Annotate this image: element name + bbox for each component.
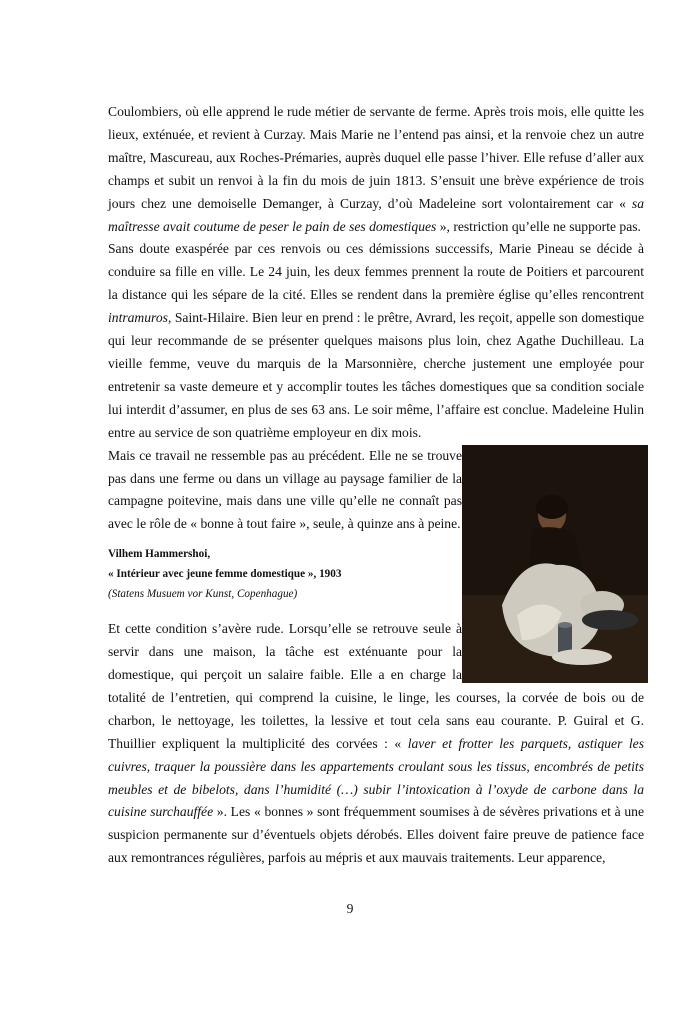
painting-image [462,445,648,683]
caption-title: « Intérieur avec jeune femme domestique », 1903 [108,568,342,581]
caption-artist: Vilhem Hammershoi, [108,548,211,561]
page-number: 9 [346,901,354,916]
paragraph-2: Sans doute exaspérée par ces renvois ou ces démissions successifs, Marie Pineau se décide à conduire sa fille en ville. Le 24 juin, les deux femmes prennent la route de Poitiers et parcourent la distance qui les sépare de la cité. Elles se rendent dans la première église qu’elles rencontrent intramuros, Saint-Hilaire. Bien leur en prend : le prêtre, Avrard, les reçoit, appelle son domestique qui leur recommande de se présenter quelques maisons plus loin, chez Agathe Duchilleau. La vieille femme, veuve du marquis de la Marsonnière, cherche justement une employée pour entretenir sa vaste demeure et y accomplir toutes les tâches domestiques que sa condition sociale lui interdit d’assumer, en plus de ses 63 ans. Le soir même, l’affaire est conclue. Madeleine Hulin entre au service de son quatrième employeur en dix mois. [108,241,644,440]
paragraph-3: Mais ce travail ne ressemble pas au précédent. Elle ne se trouve pas dans une ferme ou dans un village au paysage familier de la campagne poitevine, mais dans une ville qu’elle ne connaît pas avec le rôle de « bonne à tout faire », seule, à quinze ans à peine. [108,447,462,532]
paragraph-1: Coulombiers, où elle apprend le rude métier de servante de ferme. Après trois mois, elle quitte les lieux, exténuée, et revient à Curzay. Mais Marie ne l’entend pas ainsi, et la renvoie chez un autre maître, Mascureau, aux Roches-Prémaries, auprès duquel elle passe l’hiver. Elle refuse d’aller aux champs et subit un renvoi à la fin du mois de juin 1813. S’ensuit une brève expérience de trois jours chez une demoiselle Demanger, à Curzay, d’où Madeleine sort volontairement car « sa maîtresse avait coutume de peser le pain de ses domestiques », restriction qu’elle ne supporte pas. [108,104,644,234]
body-text [108,101,644,870]
caption-source: (Statens Musuem vor Kunst, Copenhague) [108,588,298,601]
paragraph-4: Et cette condition s’avère rude. Lorsqu’elle se retrouve seule à servir dans une maison, la tâche est exténuante pour la domestique, qui perçoit un salaire faible. Elle a en charge la totalité de l’entretien, qui comprend la cuisine, le linge, les courses, la corvée de bois ou de charbon, le nettoyage, les toilettes, la lessive et tout cela sans eau courante. P. Guiral et G. Thuillier expliquent la multiplicité des corvées : « laver et frotter les parquets, astiquer les cuivres, traquer la poussière dans les appartements croulant sous les tissus, encombrés de petits meubles et de bibelots, dans l’humidité (…) subir l’intoxication à l’oxyde de carbone dans la cuisine surchauffée ». Les « bonnes » sont fréquemment soumises à de sévères privations et à une suspicion permanente sur d’éventuels objets dérobés. Elles doivent faire preuve de patience face aux remontrances régulières, parfois au mépris et aux mauvais traitements. Leur apparence, [108,621,644,866]
